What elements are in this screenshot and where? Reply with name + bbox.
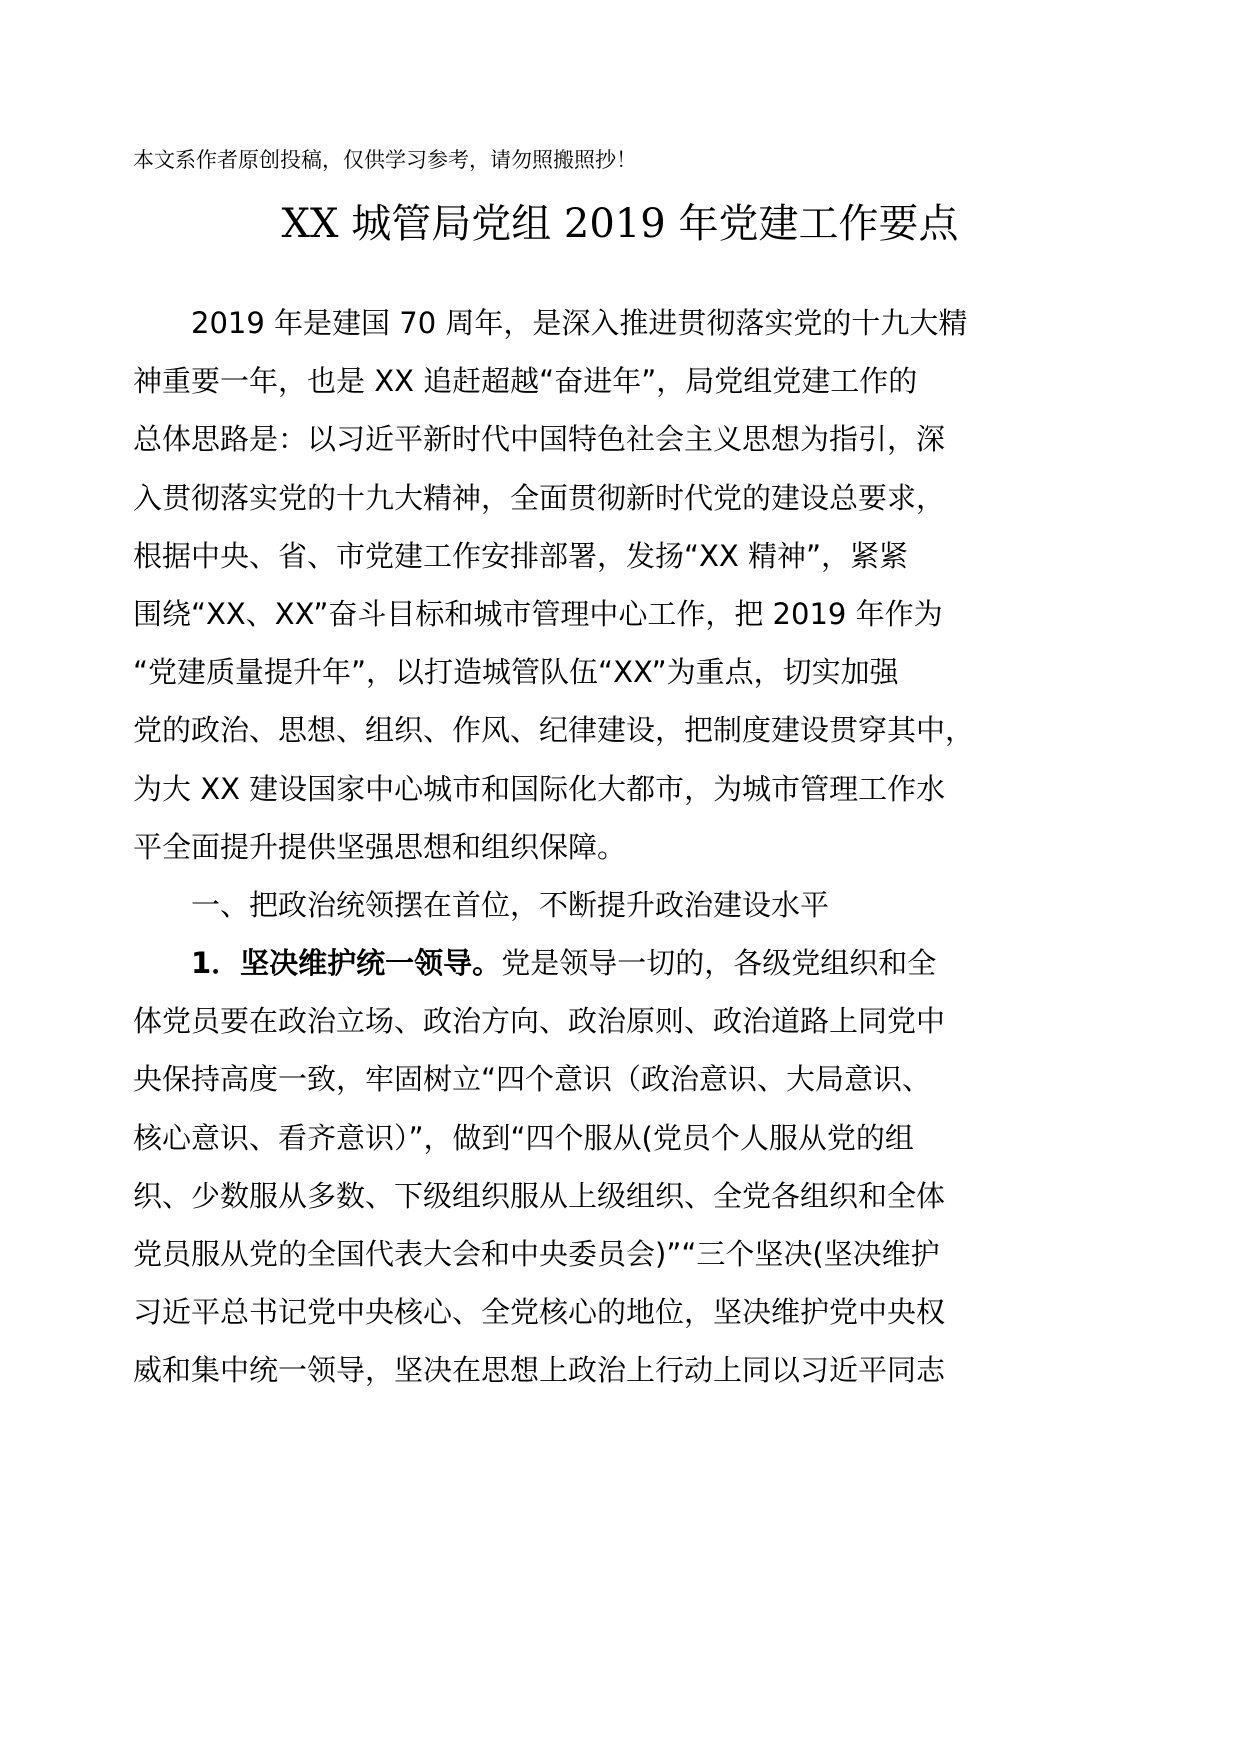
paragraph-line: 体党员要在政治立场、政治方向、政治原则、政治道路上同党中 [133, 1004, 946, 1039]
paragraph-line: 神重要一年，也是 XX 追赶超越“奋进年”，局党组党建工作的 [133, 364, 918, 399]
paragraph-line: 2019 年是建国 70 周年，是深入推进贯彻落实党的十九大精 [191, 306, 968, 340]
paragraph-line: 党员服从党的全国代表大会和中央委员会)”“三个坚决(坚决维护 [133, 1237, 940, 1271]
paragraph-line: 为大 XX 建设国家中心城市和国际化大都市，为城市管理工作水 [133, 771, 946, 806]
section-heading: 一、把政治统领摆在首位，不断提升政治建设水平 [191, 887, 830, 922]
paragraph-line: 总体思路是：以习近平新时代中国特色社会主义思想为指引，深 [133, 422, 946, 457]
paragraph-line: 党的政治、思想、组织、作风、纪律建设，把制度建设贯穿其中， [133, 713, 975, 748]
paragraph-line: 入贯彻落实党的十九大精神，全面贯彻新时代党的建设总要求， [133, 480, 946, 515]
paragraph-line: 央保持高度一致，牢固树立“四个意识（政治意识、大局意识、 [133, 1062, 932, 1097]
copyright-notice: 本文系作者原创投稿，仅供学习参考，请勿照搬照抄！ [133, 148, 637, 172]
paragraph-line: “党建质量提升年”，以打造城管队伍“XX”为重点，切实加强 [133, 655, 899, 690]
paragraph-line: 习近平总书记党中央核心、全党核心的地位，坚决维护党中央权 [133, 1295, 946, 1330]
document-body [133, 300, 1113, 1406]
paragraph-line: 核心意识、看齐意识）”，做到“四个服从(党员个人服从党的组 [133, 1120, 914, 1155]
item-1-line [133, 940, 1113, 998]
paragraph-line: 威和集中统一领导，坚决在思想上政治上行动上同以习近平同志 [133, 1353, 946, 1388]
paragraph-line: 平全面提升提供坚强思想和组织保障。 [133, 829, 627, 864]
item-1-heading: 1．坚决维护统一领导。 [191, 946, 502, 981]
item-1-text: 党是领导一切的，各级党组织和全 [501, 946, 937, 981]
paragraph-line: 围绕“XX、XX”奋斗目标和城市管理中心工作，把 2019 年作为 [133, 596, 943, 631]
paragraph-line: 根据中央、省、市党建工作安排部署，发扬“XX 精神”，紧紧 [133, 538, 909, 573]
document-title: XX 城管局党组 2019 年党建工作要点 [281, 201, 959, 247]
paragraph-line: 织、少数服从多数、下级组织服从上级组织、全党各组织和全体 [133, 1178, 946, 1213]
